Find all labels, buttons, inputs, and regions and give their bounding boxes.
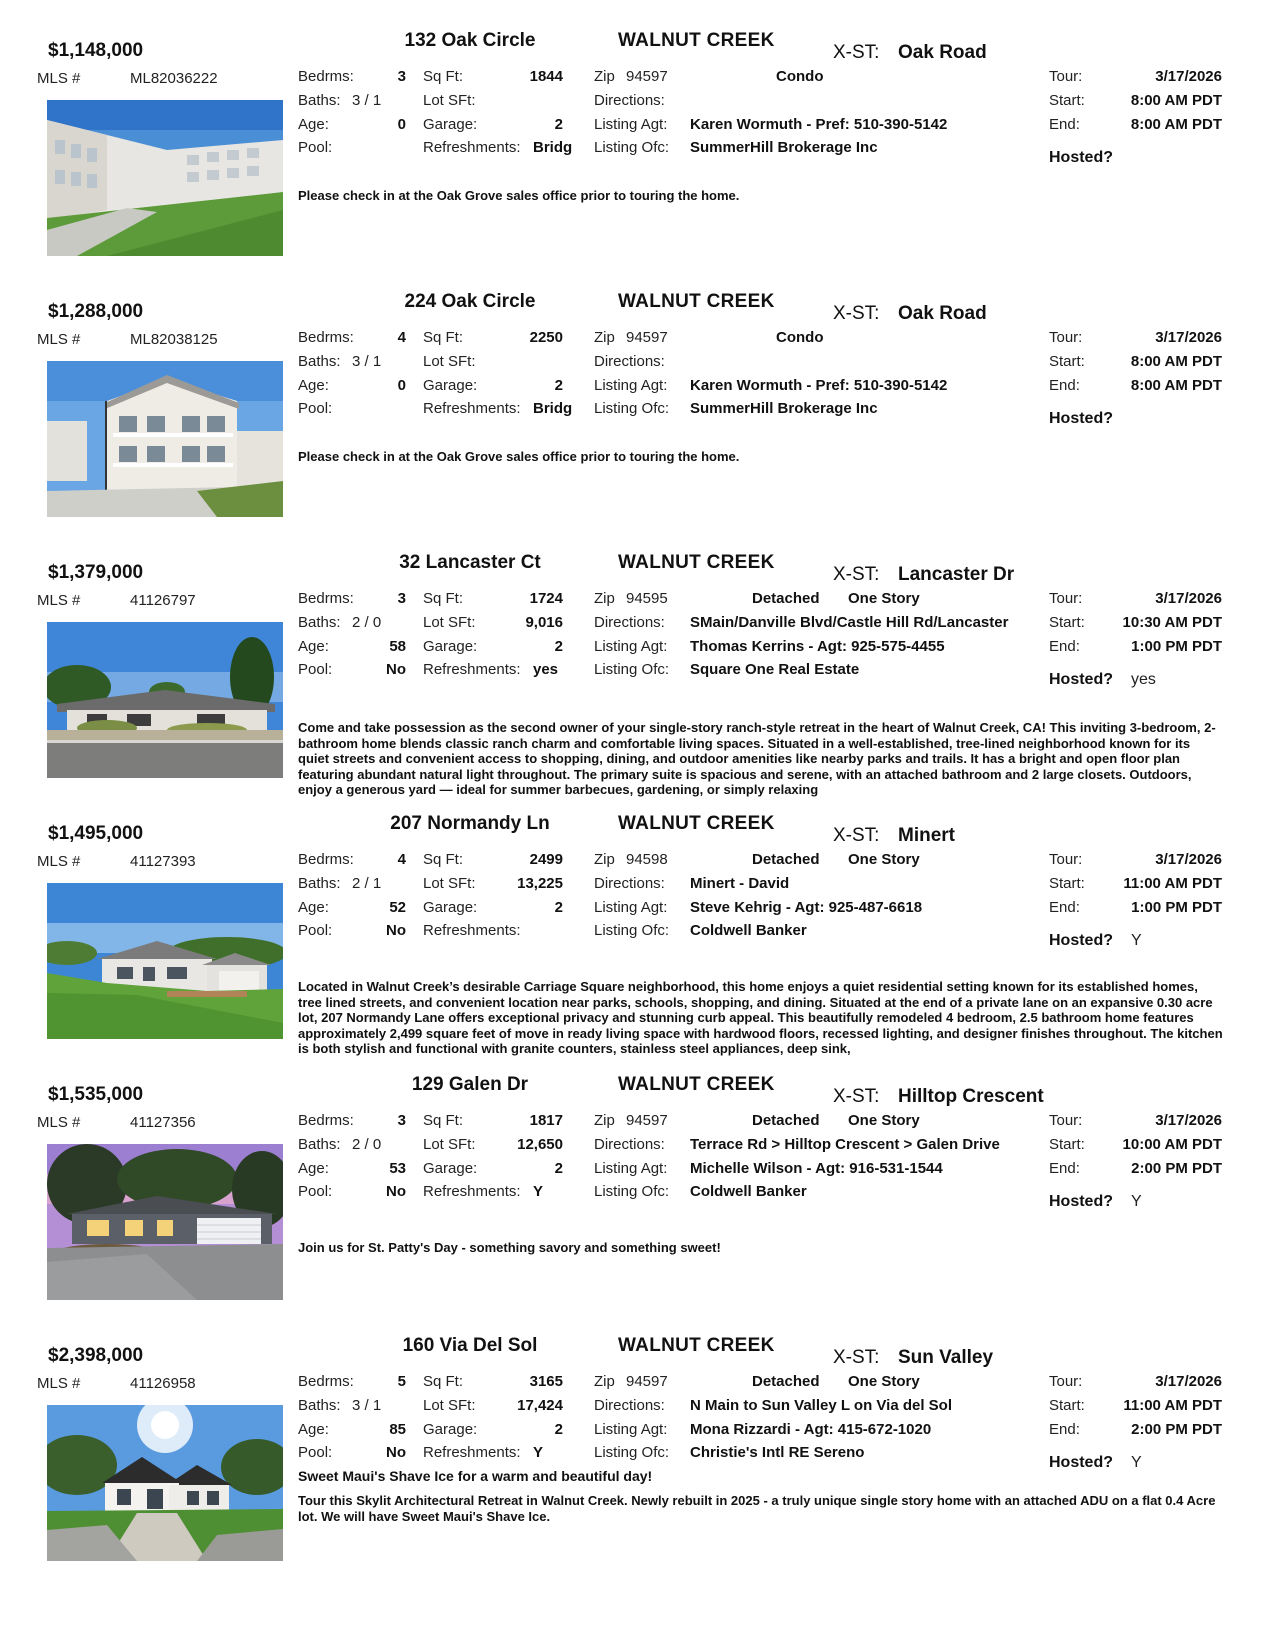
pool-value: No	[386, 1444, 406, 1461]
tour-date: 3/17/2026	[1155, 329, 1222, 346]
listing-description: Tour this Skylit Architectural Retreat in Walnut Creek. Newly rebuilt in 2025 - a truly unique single story home with an attached ADU on a flat 0.4 Acre lot. We will have Sweet Maui's Shave Ice.	[298, 1493, 1216, 1524]
listing-office-value: Square One Real Estate	[690, 661, 860, 678]
zip-label: Zip	[594, 851, 615, 868]
directions-label: Directions:	[594, 353, 665, 370]
lot-sqft-label: Lot SFt:	[423, 1397, 476, 1414]
cross-street-label: X-ST:	[833, 564, 880, 585]
listing-price: $1,495,000	[48, 823, 144, 844]
baths-value: 2 / 1	[352, 875, 382, 892]
zip-label: Zip	[594, 1112, 615, 1129]
directions-label: Directions:	[594, 92, 665, 109]
refreshments-value: Bridg	[533, 400, 573, 417]
listing-office-value: SummerHill Brokerage Inc	[690, 400, 878, 417]
tour-date: 3/17/2026	[1155, 851, 1222, 868]
listing-agent-label: Listing Agt:	[594, 1160, 668, 1177]
hosted-label: Hosted?	[1049, 410, 1113, 427]
listing-card	[0, 1072, 1275, 1332]
garage-value: 2	[554, 1160, 563, 1177]
garage-value: 2	[554, 638, 563, 655]
property-stories: One Story	[848, 1112, 920, 1129]
start-time: 8:00 AM PDT	[1130, 92, 1222, 109]
listing-photo[interactable]	[47, 1144, 283, 1300]
age-value: 0	[397, 116, 406, 133]
listing-description: Please check in at the Oak Grove sales office prior to touring the home.	[298, 449, 740, 464]
mls-number: ML82038125	[130, 331, 218, 348]
listing-photo[interactable]	[47, 883, 283, 1039]
zip-value: 94597	[626, 1112, 668, 1129]
hosted-value: Y	[1131, 1193, 1142, 1210]
bedrooms-label: Bedrms:	[298, 851, 354, 868]
listing-agent-value: Karen Wormuth - Pref: 510-390-5142	[690, 377, 948, 394]
start-label: Start:	[1049, 614, 1085, 631]
pool-label: Pool:	[298, 922, 333, 939]
sqft-value: 1817	[529, 1112, 563, 1129]
listing-city: WALNUT CREEK	[618, 1335, 775, 1356]
garage-label: Garage:	[423, 1160, 478, 1177]
listing-agent-value: Karen Wormuth - Pref: 510-390-5142	[690, 116, 948, 133]
cross-street-value: Lancaster Dr	[898, 564, 1015, 585]
listing-agent-value: Michelle Wilson - Agt: 916-531-1544	[690, 1160, 943, 1177]
age-label: Age:	[298, 1421, 329, 1438]
mls-number: 41126958	[130, 1375, 196, 1392]
bedrooms-value: 3	[397, 1112, 406, 1129]
age-value: 52	[389, 899, 406, 916]
listing-card	[0, 1333, 1275, 1593]
age-label: Age:	[298, 899, 329, 916]
listing-office-value: Christie's Intl RE Sereno	[690, 1444, 865, 1461]
hosted-label: Hosted?	[1049, 1193, 1113, 1210]
start-time: 10:30 AM PDT	[1122, 614, 1222, 631]
listing-card	[0, 289, 1275, 549]
hosted-label: Hosted?	[1049, 149, 1113, 166]
listing-price: $1,379,000	[48, 562, 144, 583]
start-label: Start:	[1049, 1397, 1085, 1414]
directions-value: SMain/Danville Blvd/Castle Hill Rd/Lancaster	[690, 614, 1009, 631]
mls-label: MLS #	[37, 592, 81, 609]
refreshments-label: Refreshments:	[423, 1183, 521, 1200]
end-label: End:	[1049, 638, 1080, 655]
sqft-label: Sq Ft:	[423, 1112, 464, 1129]
zip-label: Zip	[594, 1373, 615, 1390]
listing-photo[interactable]	[47, 1405, 283, 1561]
pool-label: Pool:	[298, 1183, 333, 1200]
end-label: End:	[1049, 116, 1080, 133]
listing-office-label: Listing Ofc:	[594, 400, 670, 417]
property-stories: One Story	[848, 590, 920, 607]
garage-value: 2	[554, 1421, 563, 1438]
age-value: 0	[397, 377, 406, 394]
age-label: Age:	[298, 1160, 329, 1177]
mls-number: 41127393	[130, 853, 196, 870]
property-type: Condo	[776, 329, 824, 346]
directions-value: N Main to Sun Valley L on Via del Sol	[690, 1397, 953, 1414]
property-type: Condo	[776, 68, 824, 85]
listing-office-label: Listing Ofc:	[594, 139, 670, 156]
listing-office-label: Listing Ofc:	[594, 1183, 670, 1200]
garage-label: Garage:	[423, 377, 478, 394]
start-time: 11:00 AM PDT	[1123, 1397, 1222, 1414]
pool-value: No	[386, 922, 406, 939]
bedrooms-label: Bedrms:	[298, 1112, 354, 1129]
cross-street-value: Minert	[898, 825, 955, 846]
age-value: 58	[389, 638, 406, 655]
hosted-value: Y	[1131, 1454, 1142, 1471]
listing-agent-label: Listing Agt:	[594, 638, 668, 655]
zip-label: Zip	[594, 329, 615, 346]
tour-label: Tour:	[1049, 1112, 1083, 1129]
garage-value: 2	[554, 899, 563, 916]
listing-photo[interactable]	[47, 361, 283, 517]
mls-label: MLS #	[37, 853, 81, 870]
pool-label: Pool:	[298, 661, 333, 678]
lot-sqft-label: Lot SFt:	[423, 614, 476, 631]
start-label: Start:	[1049, 353, 1085, 370]
property-type: Detached	[752, 1373, 820, 1390]
listing-price: $1,148,000	[48, 40, 144, 61]
pool-label: Pool:	[298, 139, 333, 156]
property-type: Detached	[752, 851, 820, 868]
tour-date: 3/17/2026	[1155, 1373, 1222, 1390]
property-stories: One Story	[848, 1373, 920, 1390]
baths-label: Baths:	[298, 614, 341, 631]
bedrooms-label: Bedrms:	[298, 590, 354, 607]
listing-office-value: Coldwell Banker	[690, 1183, 807, 1200]
pool-label: Pool:	[298, 1444, 333, 1461]
refreshments-label: Refreshments:	[423, 922, 521, 939]
cross-street-label: X-ST:	[833, 1347, 880, 1368]
tour-date: 3/17/2026	[1155, 590, 1222, 607]
lot-sqft-value: 12,650	[517, 1136, 563, 1153]
mls-number: ML82036222	[130, 70, 218, 87]
garage-label: Garage:	[423, 116, 478, 133]
sqft-label: Sq Ft:	[423, 851, 464, 868]
baths-label: Baths:	[298, 1397, 341, 1414]
refreshments-value: Bridg	[533, 139, 573, 156]
listing-office-label: Listing Ofc:	[594, 1444, 670, 1461]
zip-label: Zip	[594, 68, 615, 85]
end-label: End:	[1049, 1160, 1080, 1177]
zip-value: 94597	[626, 329, 668, 346]
listing-agent-value: Steve Kehrig - Agt: 925-487-6618	[690, 899, 923, 916]
listing-agent-label: Listing Agt:	[594, 116, 668, 133]
hosted-label: Hosted?	[1049, 1454, 1113, 1471]
listing-card	[0, 811, 1275, 1071]
cross-street-value: Oak Road	[898, 42, 987, 63]
listing-address: 132 Oak Circle	[404, 30, 536, 51]
baths-label: Baths:	[298, 353, 341, 370]
directions-value: Terrace Rd > Hilltop Crescent > Galen Drive	[690, 1136, 1000, 1153]
listing-agent-label: Listing Agt:	[594, 1421, 668, 1438]
garage-label: Garage:	[423, 638, 478, 655]
start-time: 8:00 AM PDT	[1130, 353, 1222, 370]
listing-agent-label: Listing Agt:	[594, 377, 668, 394]
directions-value: Minert - David	[690, 875, 790, 892]
listing-photo[interactable]	[47, 100, 283, 256]
garage-value: 2	[554, 116, 563, 133]
refreshments-label: Refreshments:	[423, 661, 521, 678]
directions-label: Directions:	[594, 1136, 665, 1153]
tour-label: Tour:	[1049, 590, 1083, 607]
listing-address: 129 Galen Dr	[411, 1074, 529, 1095]
hosted-value: yes	[1131, 671, 1156, 688]
listing-office-value: SummerHill Brokerage Inc	[690, 139, 878, 156]
mls-label: MLS #	[37, 1114, 81, 1131]
listing-card	[0, 28, 1275, 288]
mls-number: 41126797	[130, 592, 196, 609]
listing-description: Join us for St. Patty's Day - something savory and something sweet!	[298, 1240, 721, 1255]
refreshments-label: Refreshments:	[423, 400, 521, 417]
directions-label: Directions:	[594, 875, 665, 892]
lot-sqft-label: Lot SFt:	[423, 1136, 476, 1153]
end-label: End:	[1049, 899, 1080, 916]
bedrooms-value: 3	[397, 590, 406, 607]
listing-description: Please check in at the Oak Grove sales office prior to touring the home.	[298, 188, 740, 203]
listing-description: Come and take possession as the second owner of your single-story ranch-style retreat in the heart of Walnut Creek, CA! This inviting 3-bedroom, 2-bathroom home blends classic ranch charm and comfortable living spaces. Situated in a well-established, tree-lined neighborhood known for its quiet streets and convenient access to shopping, dining, and outdoor amenities like nearby parks and trails. It has a bright and open floor plan featuring abundant natural light throughout. The primary suite is spacious and serene, with an attached bathroom and 2 large closets. Outdoors, enjoy a generous yard — ideal for summer barbecues, gardening, or simply relaxing	[298, 720, 1216, 797]
mls-number: 41127356	[130, 1114, 196, 1131]
sqft-value: 2499	[529, 851, 563, 868]
listing-office-label: Listing Ofc:	[594, 922, 670, 939]
start-label: Start:	[1049, 875, 1085, 892]
end-time: 2:00 PM PDT	[1131, 1160, 1222, 1177]
age-value: 85	[389, 1421, 406, 1438]
listing-photo[interactable]	[47, 622, 283, 778]
garage-label: Garage:	[423, 899, 478, 916]
zip-value: 94598	[626, 851, 668, 868]
refreshments-value: Y	[533, 1444, 544, 1461]
property-type: Detached	[752, 1112, 820, 1129]
start-label: Start:	[1049, 1136, 1085, 1153]
sqft-label: Sq Ft:	[423, 329, 464, 346]
cross-street-label: X-ST:	[833, 1086, 880, 1107]
sqft-label: Sq Ft:	[423, 68, 464, 85]
cross-street-value: Hilltop Crescent	[898, 1086, 1044, 1107]
tour-label: Tour:	[1049, 68, 1083, 85]
tour-label: Tour:	[1049, 329, 1083, 346]
listing-city: WALNUT CREEK	[618, 552, 775, 573]
refreshments-value: yes	[533, 661, 559, 678]
hosted-label: Hosted?	[1049, 932, 1113, 949]
end-label: End:	[1049, 377, 1080, 394]
end-label: End:	[1049, 1421, 1080, 1438]
lot-sqft-value: 9,016	[525, 614, 563, 631]
refreshments-value: Y	[533, 1183, 544, 1200]
sqft-value: 2250	[529, 329, 563, 346]
baths-label: Baths:	[298, 1136, 341, 1153]
pool-value: No	[386, 1183, 406, 1200]
bedrooms-label: Bedrms:	[298, 68, 354, 85]
end-time: 1:00 PM PDT	[1131, 638, 1222, 655]
listing-city: WALNUT CREEK	[618, 1074, 775, 1095]
directions-label: Directions:	[594, 1397, 665, 1414]
listing-city: WALNUT CREEK	[618, 813, 775, 834]
end-time: 8:00 AM PDT	[1130, 116, 1222, 133]
mls-label: MLS #	[37, 1375, 81, 1392]
listing-price: $1,535,000	[48, 1084, 144, 1105]
cross-street-label: X-ST:	[833, 303, 880, 324]
listing-card	[0, 550, 1275, 810]
open-house-remark: Sweet Maui's Shave Ice for a warm and beautiful day!	[298, 1468, 653, 1484]
listing-agent-value: Mona Rizzardi - Agt: 415-672-1020	[690, 1421, 932, 1438]
bedrooms-value: 4	[397, 329, 406, 346]
listing-agent-label: Listing Agt:	[594, 899, 668, 916]
cross-street-value: Sun Valley	[898, 1347, 994, 1368]
directions-label: Directions:	[594, 614, 665, 631]
pool-value: No	[386, 661, 406, 678]
age-value: 53	[389, 1160, 406, 1177]
bedrooms-value: 5	[397, 1373, 406, 1390]
baths-value: 3 / 1	[352, 1397, 382, 1414]
listing-agent-value: Thomas Kerrins - Agt: 925-575-4455	[690, 638, 945, 655]
lot-sqft-label: Lot SFt:	[423, 353, 476, 370]
refreshments-label: Refreshments:	[423, 139, 521, 156]
listing-price: $2,398,000	[48, 1345, 144, 1366]
start-time: 10:00 AM PDT	[1122, 1136, 1222, 1153]
mls-label: MLS #	[37, 331, 81, 348]
refreshments-label: Refreshments:	[423, 1444, 521, 1461]
bedrooms-value: 3	[397, 68, 406, 85]
bedrooms-label: Bedrms:	[298, 329, 354, 346]
baths-label: Baths:	[298, 92, 341, 109]
lot-sqft-value: 17,424	[517, 1397, 563, 1414]
end-time: 1:00 PM PDT	[1131, 899, 1222, 916]
sqft-label: Sq Ft:	[423, 1373, 464, 1390]
age-label: Age:	[298, 116, 329, 133]
tour-label: Tour:	[1049, 1373, 1083, 1390]
zip-value: 94597	[626, 1373, 668, 1390]
listing-address: 160 Via Del Sol	[402, 1335, 538, 1356]
listing-city: WALNUT CREEK	[618, 291, 775, 312]
age-label: Age:	[298, 377, 329, 394]
bedrooms-label: Bedrms:	[298, 1373, 354, 1390]
cross-street-label: X-ST:	[833, 825, 880, 846]
baths-value: 2 / 0	[352, 614, 382, 631]
tour-date: 3/17/2026	[1155, 68, 1222, 85]
listing-office-label: Listing Ofc:	[594, 661, 670, 678]
listing-price: $1,288,000	[48, 301, 144, 322]
lot-sqft-label: Lot SFt:	[423, 875, 476, 892]
garage-label: Garage:	[423, 1421, 478, 1438]
hosted-label: Hosted?	[1049, 671, 1113, 688]
lot-sqft-label: Lot SFt:	[423, 92, 476, 109]
baths-value: 3 / 1	[352, 92, 382, 109]
property-type: Detached	[752, 590, 820, 607]
end-time: 8:00 AM PDT	[1130, 377, 1222, 394]
sqft-label: Sq Ft:	[423, 590, 464, 607]
listing-address: 224 Oak Circle	[404, 291, 536, 312]
sqft-value: 3165	[529, 1373, 563, 1390]
cross-street-label: X-ST:	[833, 42, 880, 63]
zip-value: 94597	[626, 68, 668, 85]
baths-value: 2 / 0	[352, 1136, 382, 1153]
hosted-value: Y	[1131, 932, 1142, 949]
listing-address: 32 Lancaster Ct	[399, 552, 541, 573]
pool-label: Pool:	[298, 400, 333, 417]
listing-city: WALNUT CREEK	[618, 30, 775, 51]
listing-address: 207 Normandy Ln	[390, 813, 550, 834]
zip-value: 94595	[626, 590, 668, 607]
zip-label: Zip	[594, 590, 615, 607]
start-time: 11:00 AM PDT	[1123, 875, 1222, 892]
end-time: 2:00 PM PDT	[1131, 1421, 1222, 1438]
sqft-value: 1844	[529, 68, 563, 85]
bedrooms-value: 4	[397, 851, 406, 868]
start-label: Start:	[1049, 92, 1085, 109]
tour-date: 3/17/2026	[1155, 1112, 1222, 1129]
lot-sqft-value: 13,225	[517, 875, 563, 892]
mls-label: MLS #	[37, 70, 81, 87]
tour-label: Tour:	[1049, 851, 1083, 868]
baths-value: 3 / 1	[352, 353, 382, 370]
age-label: Age:	[298, 638, 329, 655]
cross-street-value: Oak Road	[898, 303, 987, 324]
listing-office-value: Coldwell Banker	[690, 922, 807, 939]
garage-value: 2	[554, 377, 563, 394]
sqft-value: 1724	[529, 590, 563, 607]
baths-label: Baths:	[298, 875, 341, 892]
listing-description: Located in Walnut Creek’s desirable Carriage Square neighborhood, this home enjoys a quiet residential setting known for its established homes, tree lined streets, and convenient location near parks, schools, shopping, and dining. Situated at the end of a private lane on an expansive 0.30 acre lot, 207 Normandy Lane offers exceptional privacy and stunning curb appeal. This beautifully remodeled 4 bedroom, 2.5 bathroom home features approximately 2,499 square feet of move in ready living space with hardwood floors, recessed lighting, and designer finishes throughout. The kitchen is both stylish and functional with granite counters, stainless steel appliances, deep sink,	[298, 979, 1223, 1056]
property-stories: One Story	[848, 851, 920, 868]
